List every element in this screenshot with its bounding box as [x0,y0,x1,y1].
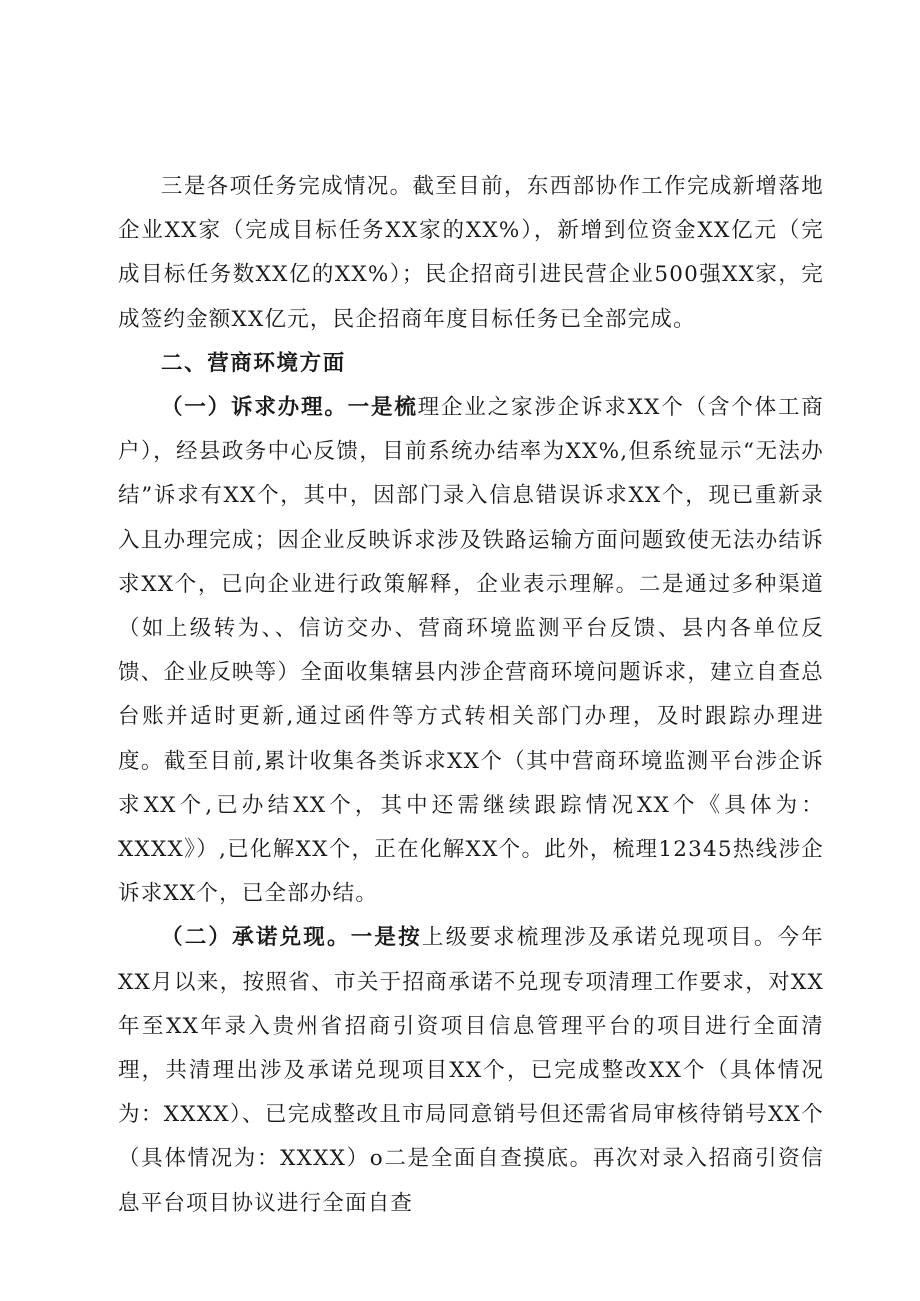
subsection-title-appeal-handling: （一）诉求办理。 [161,395,348,421]
paragraph-body-commitment: 上级要求梳理涉及承诺兑现项目。今年XX月以来，按照省、市关于招商承诺不兑现专项清理工作要求，对XX年至XX年录入贵州省招商引资项目信息管理平台的项目进行全面清理，共清理出涉及承诺兑现项目XX个，已完成整改XX个（具体情况为：XXXX）、已完成整改且市局同意销号但还需省局审核待销号XX个（具体情况为：XXXX）o二是全面自查摸底。再次对录入招商引资信息平台项目协议进行全面自查 [118,925,824,1216]
document-body [118,165,824,1226]
lead-phrase-appeal: 一是梳 [347,395,418,421]
paragraph-commitment-fulfillment [118,916,824,1225]
lead-phrase-commitment: 一是按 [350,925,422,951]
paragraph-task-completion: 三是各项任务完成情况。截至目前，东西部协作工作完成新增落地企业XX家（完成目标任务XX家的XX%），新增到位资金XX亿元（完成目标任务数XX亿的XX%）；民企招商引进民营企业500强XX家，完成签约金额XX亿元，民企招商年度目标任务已全部完成。 [118,174,824,332]
paragraph-appeal-handling [118,386,824,916]
paragraph-body-appeal: 理企业之家涉企诉求XX个（含个体工商户），经县政务中心反馈，目前系统办结率为XX%,但系统显示“无法办结”诉求有XX个，其中，因部门录入信息错误诉求XX个，现已重新录入且办理完成；因企业反映诉求涉及铁路运输方面问题致使无法办结诉求XX个，已向企业进行政策解释，企业表示理解。二是通过多种渠道（如上级转为、、信访交办、营商环境监测平台反馈、县内各单位反馈、企业反映等）全面收集辖县内涉企营商环境问题诉求，建立自查总台账并适时更新,通过函件等方式转相关部门办理，及时跟踪办理进度。截至目前,累计收集各类诉求XX个（其中营商环境监测平台涉企诉求XX个,已办结XX个，其中还需继续跟踪情况XX个《具体为：XXXX》）,已化解XX个，正在化解XX个。此外，梳理12345热线涉企诉求XX个，已全部办结。 [118,395,824,907]
subsection-title-commitment: （二）承诺兑现。 [161,925,351,951]
section-heading-business-environment: 二、营商环境方面 [161,350,346,376]
